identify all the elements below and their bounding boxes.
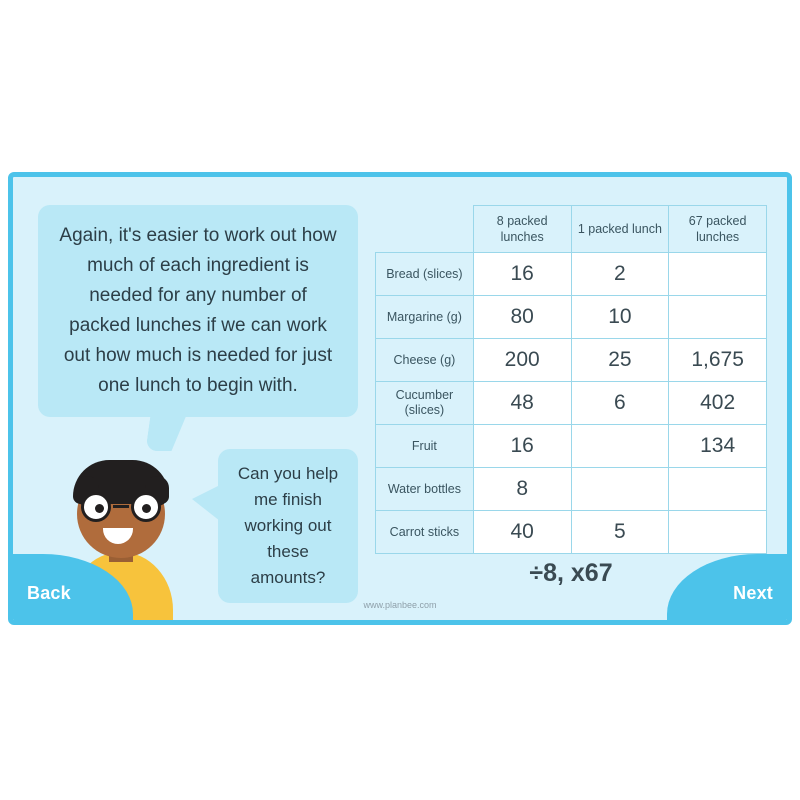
row-label: Bread (slices) bbox=[376, 253, 474, 296]
row-label: Carrot sticks bbox=[376, 511, 474, 554]
row-label: Cheese (g) bbox=[376, 339, 474, 382]
table-corner-cell bbox=[376, 206, 474, 253]
table-row bbox=[376, 468, 767, 511]
table-cell[interactable] bbox=[669, 296, 767, 339]
speech-bubble-question-text: Can you help me finish working out these amounts? bbox=[237, 464, 339, 587]
table-column-header-8-lunches: 8 packed lunches bbox=[473, 206, 571, 253]
speech-bubble-question bbox=[218, 449, 358, 603]
table-cell[interactable]: 134 bbox=[669, 425, 767, 468]
table-cell[interactable]: 2 bbox=[571, 253, 669, 296]
ingredients-table-wrapper bbox=[375, 205, 767, 554]
table-cell[interactable] bbox=[669, 511, 767, 554]
watermark-label: www.planbee.com bbox=[363, 600, 437, 610]
glasses-right-lens bbox=[131, 492, 161, 522]
table-row bbox=[376, 253, 767, 296]
table-cell[interactable]: 16 bbox=[473, 253, 571, 296]
next-button[interactable]: Next bbox=[733, 583, 773, 603]
table-cell[interactable]: 402 bbox=[669, 382, 767, 425]
table-row bbox=[376, 296, 767, 339]
table-cell[interactable]: 6 bbox=[571, 382, 669, 425]
row-label: Fruit bbox=[376, 425, 474, 468]
table-cell[interactable]: 8 bbox=[473, 468, 571, 511]
table-cell[interactable] bbox=[669, 468, 767, 511]
table-row bbox=[376, 382, 767, 425]
character-right-eye bbox=[142, 504, 151, 513]
speech-bubble-main-text: Again, it's easier to work out how much of each ingredient is needed for any number of packed lunches if we can work out how much is needed for just one lunch to begin with. bbox=[59, 225, 337, 396]
table-cell[interactable]: 10 bbox=[571, 296, 669, 339]
table-cell[interactable] bbox=[571, 425, 669, 468]
table-cell[interactable]: 48 bbox=[473, 382, 571, 425]
presentation-slide bbox=[8, 172, 792, 625]
table-cell[interactable]: 25 bbox=[571, 339, 669, 382]
glasses-bridge bbox=[113, 505, 129, 508]
row-label: Margarine (g) bbox=[376, 296, 474, 339]
row-label: Water bottles bbox=[376, 468, 474, 511]
table-cell[interactable]: 80 bbox=[473, 296, 571, 339]
row-label: Cucumber (slices) bbox=[376, 382, 474, 425]
table-row bbox=[376, 511, 767, 554]
glasses-left-lens bbox=[81, 492, 111, 522]
table-cell[interactable]: 40 bbox=[473, 511, 571, 554]
table-header-row bbox=[376, 206, 767, 253]
table-column-header-67-lunches: 67 packed lunches bbox=[669, 206, 767, 253]
table-row bbox=[376, 339, 767, 382]
table-column-header-1-lunch: 1 packed lunch bbox=[571, 206, 669, 253]
table-cell[interactable]: 16 bbox=[473, 425, 571, 468]
character-left-eye bbox=[95, 504, 104, 513]
table-cell[interactable]: 5 bbox=[571, 511, 669, 554]
ingredients-table bbox=[375, 205, 767, 554]
table-cell[interactable] bbox=[669, 253, 767, 296]
table-cell[interactable]: 1,675 bbox=[669, 339, 767, 382]
table-cell[interactable] bbox=[571, 468, 669, 511]
speech-bubble-tail-icon bbox=[192, 485, 220, 521]
glasses-icon bbox=[77, 492, 165, 524]
formula-label: ÷8, x67 bbox=[529, 559, 613, 587]
table-cell[interactable]: 200 bbox=[473, 339, 571, 382]
back-button[interactable]: Back bbox=[27, 583, 71, 603]
table-row bbox=[376, 425, 767, 468]
speech-bubble-main bbox=[38, 205, 358, 417]
